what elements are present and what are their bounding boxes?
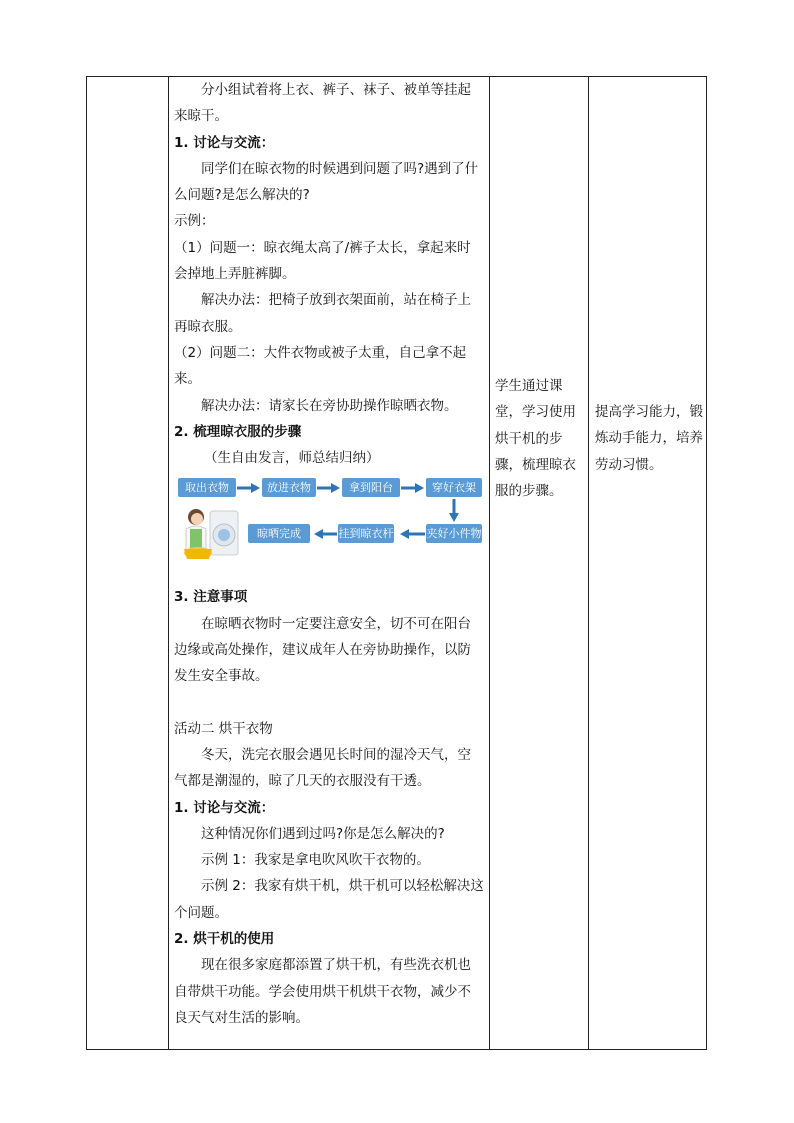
section-heading: 1. 讨论与交流：	[174, 799, 275, 816]
blank-line	[174, 690, 484, 716]
flow-step: 取出衣物	[178, 478, 236, 497]
question-text: 同学们在晾衣物的时候遇到问题了吗?遇到了什么问题?是怎么解决的?	[174, 160, 479, 204]
design-intent-cell: 提高学习能力，锻炼动手能力，培养劳动习惯。	[595, 404, 703, 473]
example-two: 示例 2：我家有烘干机，烘干机可以轻松解决这个问题。	[174, 878, 484, 921]
example-label: 示例：	[174, 213, 215, 230]
section-heading: 2. 梳理晾衣服的步骤	[174, 423, 302, 440]
column-divider	[168, 76, 169, 1050]
problem-two: （2）问题二：大件衣物或被子太重，自己拿不起来。	[174, 344, 467, 388]
flow-step: 晾晒完成	[248, 524, 310, 543]
student-activity-cell: 学生通过课堂，学习使用烘干机的步骤，梳理晾衣服的步骤。	[495, 378, 576, 500]
winter-text: 冬天，洗完衣服会遇见长时间的湿冷天气，空气都是潮湿的，晾了几天的衣服没有干透。	[174, 746, 471, 790]
example-one: 示例 1：我家是拿电吹风吹干衣物的。	[201, 852, 430, 869]
column-divider	[588, 76, 589, 1050]
flow-step: 挂到晾衣杆	[338, 524, 394, 543]
column-divider	[489, 76, 490, 1050]
intro-text: 分小组试着将上衣、裤子、袜子、被单等挂起来晾干。	[174, 82, 471, 125]
teaching-process-cell	[174, 77, 484, 1031]
arrow-down-icon	[446, 498, 462, 524]
arrow-left-icon	[396, 526, 426, 542]
note-text: （生自由发言，师总结归纳）	[204, 450, 380, 467]
section-heading: 3. 注意事项	[174, 589, 248, 606]
flow-step: 放进衣物筐	[262, 478, 316, 497]
caution-text: 在晾晒衣物时一定要注意安全，切不可在阳台边缘或高处操作，建议成年人在旁协助操作，以防发生安全事故。	[174, 615, 471, 685]
laundry-illustration	[176, 505, 240, 561]
dryer-text: 现在很多家庭都添置了烘干机，有些洗衣机也自带烘干功能。学会使用烘干机烘干衣物，减少不良天气对生活的影响。	[174, 957, 471, 1026]
section-heading: 1. 讨论与交流：	[174, 134, 275, 151]
flow-step: 穿好衣架	[426, 478, 482, 497]
arrow-right-icon	[236, 480, 262, 496]
problem-one: （1）问题一：晾衣绳太高了/裤子太长，拿起来时会掉地上弄脏裤脚。	[174, 239, 471, 283]
arrow-left-icon	[310, 526, 338, 542]
solution-two: 解决办法：请家长在旁协助操作晾晒衣物。	[201, 397, 458, 414]
arrow-right-icon	[400, 480, 426, 496]
activity-title: 活动二 烘干衣物	[174, 720, 273, 737]
section-heading: 2. 烘干机的使用	[174, 931, 275, 948]
steps-flowchart	[174, 471, 484, 584]
flow-step: 夹好小件物	[426, 524, 482, 543]
flow-step: 拿到阳台	[342, 478, 400, 497]
solution-one: 解决办法：把椅子放到衣架面前，站在椅子上再晾衣服。	[174, 292, 471, 335]
question-text: 这种情况你们遇到过吗?你是怎么解决的?	[201, 825, 445, 842]
arrow-right-icon	[316, 480, 342, 496]
